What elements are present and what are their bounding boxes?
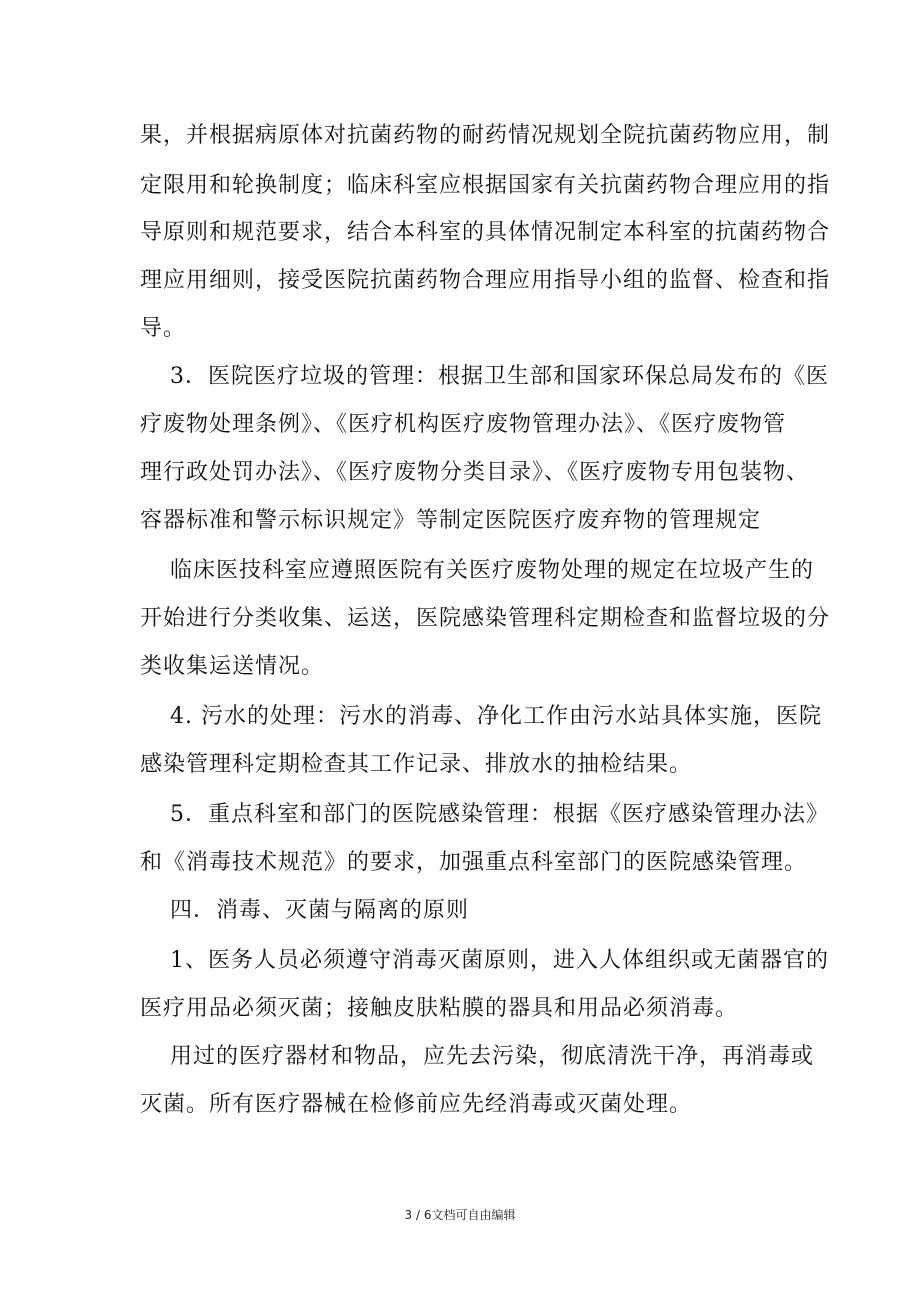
section-heading: 四．消毒、灭菌与隔离的原则 — [170, 898, 470, 923]
text-line: 导原则和规范要求，结合本科室的具体情况制定本科室的抗菌药物合 — [140, 220, 831, 245]
text-line: 1、医务人员必须遵守消毒灭菌原则，进入人体组织或无菌器官的 — [170, 948, 829, 973]
text-line: 类收集运送情况。 — [140, 654, 325, 679]
text-line: 开始进行分类收集、运送，医院感染管理科定期检查和监督垃圾的分 — [140, 606, 831, 631]
text-line: 感染管理科定期检查其工作记录、排放水的抽检结果。 — [140, 752, 693, 777]
text-line: 医疗用品必须灭菌；接触皮肤粘膜的器具和用品必须消毒。 — [140, 996, 739, 1021]
text-line: 理应用细则，接受医院抗菌药物合理应用指导小组的监督、检查和指 — [140, 268, 831, 293]
text-line: 果，并根据病原体对抗菌药物的耐药情况规划全院抗菌药物应用，制 — [140, 123, 831, 148]
text-line: 和《消毒技术规范》的要求，加强重点科室部门的医院感染管理。 — [140, 850, 808, 875]
text-line: 4. 污水的处理：污水的消毒、净化工作由污水站具体实施，医院 — [170, 704, 822, 729]
text-line: 定限用和轮换制度；临床科室应根据国家有关抗菌药物合理应用的指 — [140, 173, 831, 198]
text-line: 5．重点科室和部门的医院感染管理：根据《医疗感染管理办法》 — [170, 802, 829, 827]
text-line: 理行政处罚办法》、《医疗废物分类目录》、《医疗废物专用包装物、 — [140, 460, 810, 485]
text-line: 临床医技科室应遵照医院有关医疗废物处理的规定在垃圾产生的 — [170, 558, 815, 583]
text-line: 3．医院医疗垃圾的管理：根据卫生部和国家环保总局发布的《医 — [170, 364, 829, 389]
page-footer: 3 / 6文档可自由编辑 — [404, 1208, 516, 1222]
text-line: 容器标准和警示标识规定》等制定医院医疗废弃物的管理规定 — [140, 508, 762, 533]
text-line: 用过的医疗器材和物品，应先去污染，彻底清洗干净，再消毒或 — [170, 1044, 815, 1069]
text-line: 灭菌。所有医疗器械在检修前应先经消毒或灭菌处理。 — [140, 1092, 693, 1117]
text-line: 导。 — [140, 316, 187, 341]
text-line: 疗废物处理条例》、《医疗机构医疗废物管理办法》、《医疗废物管 — [140, 412, 787, 437]
